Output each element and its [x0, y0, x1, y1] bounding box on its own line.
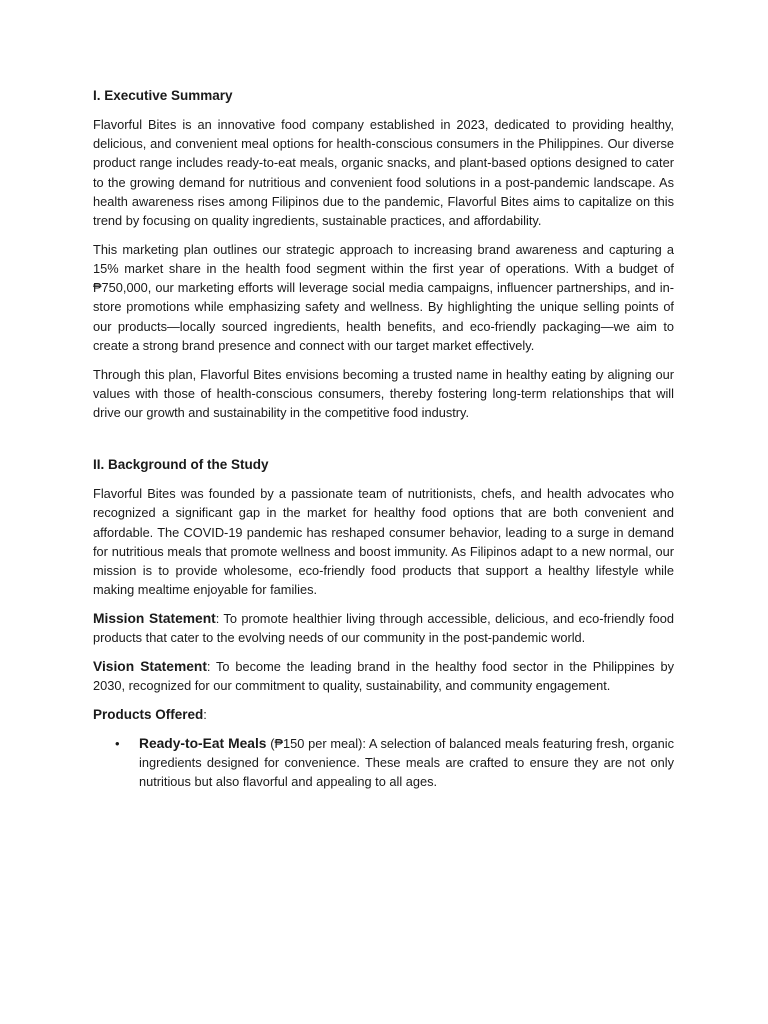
mission-statement-label: Mission Statement: [93, 611, 216, 627]
vision-statement: [93, 657, 674, 695]
executive-summary-paragraph-1: Flavorful Bites is an innovative food company established in 2023, dedicated to providing healthy, delicious, and convenient meal options for health-conscious consumers in the Philippines. Our diverse product range includes ready-to-eat meals, organic snacks, and plant-based options designed to cater to the growing demand for nutritious and convenient food solutions in a post-pandemic landscape. As health awareness rises among Filipinos due to the pandemic, Flavorful Bites aims to capitalize on this trend by focusing on quality ingredients, sustainable practices, and affordability.: [93, 117, 674, 229]
mission-statement: [93, 609, 674, 647]
mission-statement-text: : To promote healthier living through accessible, delicious, and eco-friendly food products that cater to the evolving needs of our community in the post-pandemic world.: [93, 611, 674, 646]
list-item: [93, 734, 674, 792]
products-offered: [93, 705, 674, 724]
products-offered-label: Products Offered: [93, 707, 204, 723]
executive-summary-paragraph-3: Through this plan, Flavorful Bites envisions becoming a trusted name in healthy eating by aligning our values with those of health-conscious consumers, thereby fostering long-term relationships that will drive our growth and sustainability in the competitive food industry.: [93, 366, 674, 421]
executive-summary-heading: I. Executive Summary: [93, 88, 233, 103]
vision-statement-label: Vision Statement: [93, 659, 207, 675]
background-heading: II. Background of the Study: [93, 457, 269, 473]
product-description: : A selection of balanced meals featuring fresh, organic ingredients designed for convenience. These meals are crafted to ensure they are not only nutritious but also flavorful and appealing to all ages.: [139, 735, 674, 790]
products-offered-colon: :: [203, 707, 207, 723]
background-paragraph-1: Flavorful Bites was founded by a passionate team of nutritionists, chefs, and health advocates who recognized a significant gap in the market for healthy food options that are both convenient and affordable. The COVID-19 pandemic has reshaped consumer behavior, leading to a surge in demand for nutritious meals that promote wellness and boost immunity. As Filipinos adapt to a new normal, our mission is to provide wholesome, eco-friendly food products that support a healthy lifestyle while making mealtime enjoyable for families.: [93, 486, 674, 598]
executive-summary-paragraph-2: This marketing plan outlines our strategic approach to increasing brand awareness and capturing a 15% market share in the health food segment within the first year of operations. With a budget of ₱750,000, our marketing efforts will leverage social media campaigns, influencer partnerships, and in-store promotions while emphasizing safety and wellness. By highlighting the unique selling points of our products—locally sourced ingredients, health benefits, and eco-friendly packaging—we aim to create a strong brand presence and connect with our target market effectively.: [93, 241, 674, 353]
bullet-icon: •: [115, 735, 120, 751]
product-price: (₱150 per meal): [266, 735, 363, 751]
document-page: [93, 86, 674, 791]
vision-statement-text: : To become the leading brand in the healthy food sector in the Philippines by 2030, recognized for our commitment to quality, sustainability, and community engagement.: [93, 659, 675, 694]
products-list: [93, 734, 674, 792]
product-name: Ready-to-Eat Meals: [139, 735, 267, 751]
